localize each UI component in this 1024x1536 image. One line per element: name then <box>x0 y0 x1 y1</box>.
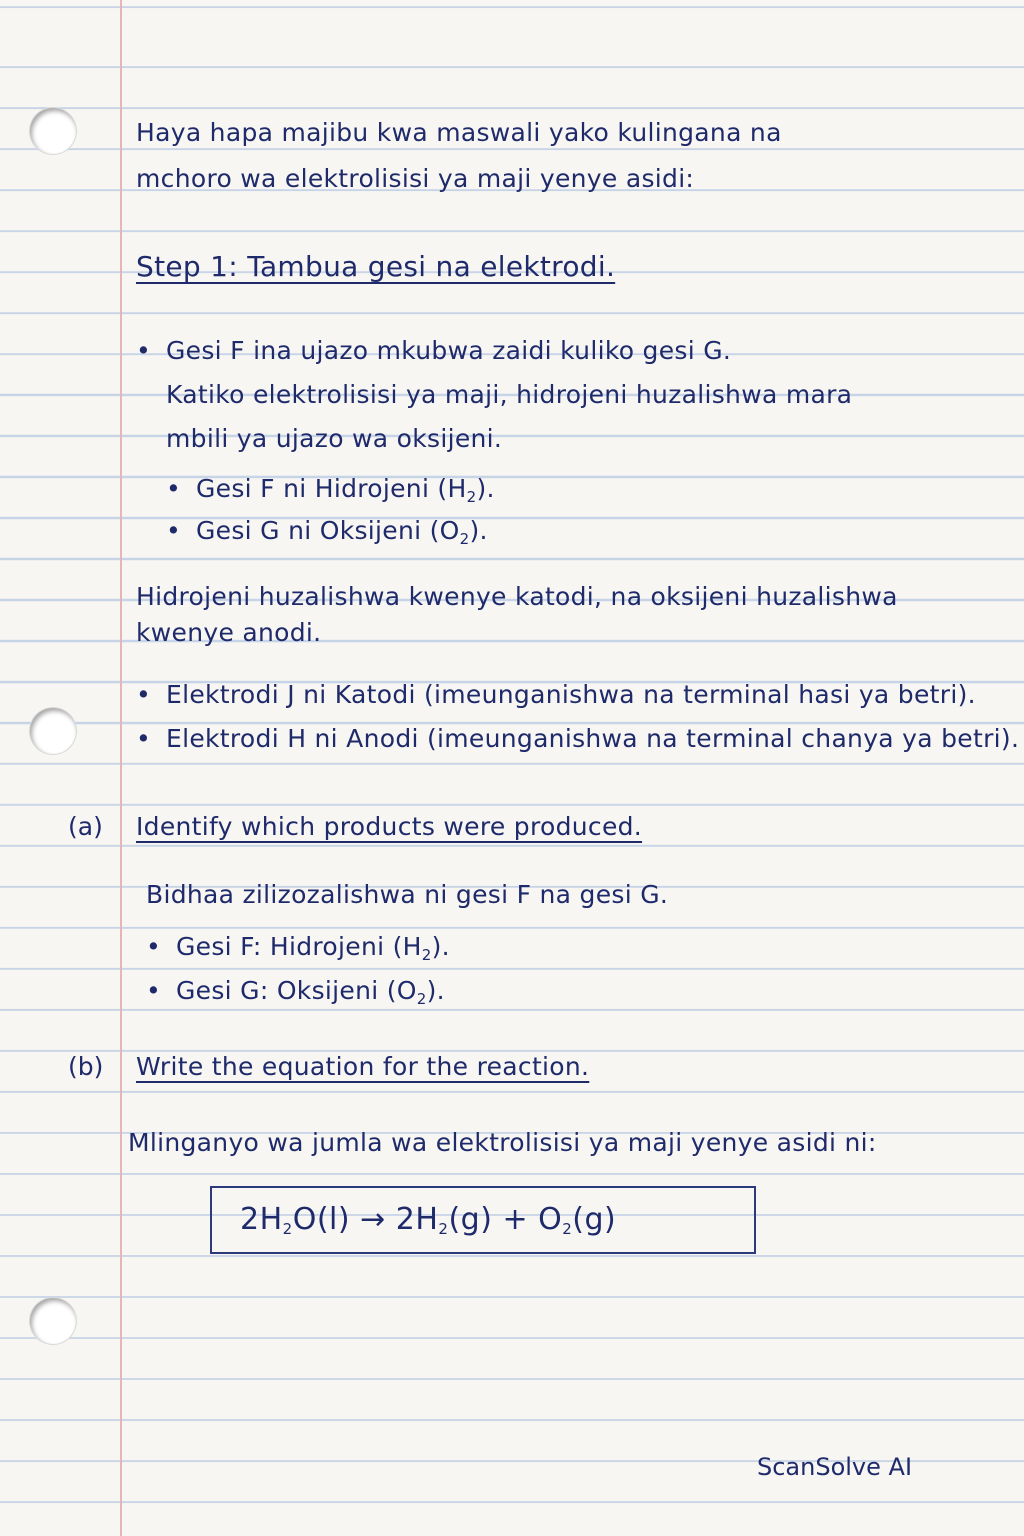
step1-bullet-line-3: mbili ya ujazo wa oksijeni. <box>166 424 503 453</box>
eq-part: 2H <box>240 1202 283 1237</box>
part-b-label: (b) <box>68 1052 104 1081</box>
eq-part: (g) <box>572 1202 617 1237</box>
intro-line-2: mchoro wa elektrolisisi ya maji yenye asidi: <box>136 164 695 193</box>
intro-line-1: Haya hapa majibu kwa maswali yako kulingana na <box>136 118 782 147</box>
eq-part: O(l) → 2H <box>292 1202 439 1237</box>
signature: ScanSolve AI <box>757 1453 913 1481</box>
eq-subscript: 2 <box>282 1220 293 1238</box>
gas-f-item <box>166 474 495 504</box>
gas-f-subscript: 2 <box>466 488 477 506</box>
product-h2-text: Gesi F: Hidrojeni (H <box>176 932 422 961</box>
product-o2-subscript: 2 <box>416 990 427 1008</box>
gas-f-end: ). <box>476 474 495 503</box>
product-h2-subscript: 2 <box>421 946 432 964</box>
gas-f-text: Gesi F ni Hidrojeni (H <box>196 474 467 503</box>
step1-heading: Step 1: Tambua gesi na elektrodi. <box>136 250 616 283</box>
punch-hole <box>30 108 76 154</box>
electrode-h-item <box>136 724 1019 754</box>
step1-bullet-line-1 <box>136 336 731 366</box>
balanced-equation <box>240 1202 616 1238</box>
punch-hole <box>30 1298 76 1344</box>
part-a-label: (a) <box>68 812 103 841</box>
part-a-question: Identify which products were produced. <box>136 812 643 841</box>
eq-subscript: 2 <box>562 1220 573 1238</box>
part-b-question: Write the equation for the reaction. <box>136 1052 590 1081</box>
eq-part: (g) + O <box>448 1202 563 1237</box>
product-h2-item <box>146 932 450 962</box>
electrode-para-line-1: Hidrojeni huzalishwa kwenye katodi, na oksijeni huzalishwa <box>136 582 898 611</box>
product-o2-text: Gesi G: Oksijeni (O <box>176 976 417 1005</box>
gas-g-text: Gesi G ni Oksijeni (O <box>196 516 460 545</box>
margin-line <box>120 0 122 1536</box>
product-h2-end: ). <box>431 932 450 961</box>
product-o2-item <box>146 976 445 1006</box>
part-b-answer: Mlinganyo wa jumla wa elektrolisisi ya maji yenye asidi ni: <box>128 1128 877 1157</box>
gas-g-subscript: 2 <box>459 530 470 548</box>
eq-subscript: 2 <box>438 1220 449 1238</box>
electrode-h-text: Elektrodi H ni Anodi (imeunganishwa na terminal chanya ya betri). <box>166 724 1020 753</box>
gas-g-end: ). <box>469 516 488 545</box>
step1-bullet-line-2: Katiko elektrolisisi ya maji, hidrojeni huzalishwa mara <box>166 380 853 409</box>
electrode-para-line-2: kwenye anodi. <box>136 618 322 647</box>
gas-g-item <box>166 516 488 546</box>
product-o2-end: ). <box>426 976 445 1005</box>
punch-hole <box>30 708 76 754</box>
electrode-j-item <box>136 680 976 710</box>
equation-box <box>210 1186 756 1254</box>
part-a-answer: Bidhaa zilizozalishwa ni gesi F na gesi G. <box>146 880 669 909</box>
step1-bullet-text: Gesi F ina ujazo mkubwa zaidi kuliko gesi G. <box>166 336 732 365</box>
electrode-j-text: Elektrodi J ni Katodi (imeunganishwa na terminal hasi ya betri). <box>166 680 976 709</box>
